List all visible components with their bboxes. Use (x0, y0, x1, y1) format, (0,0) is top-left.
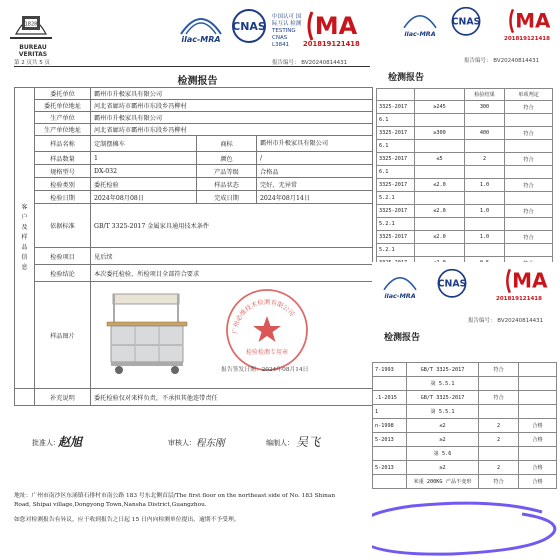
cnas-logo-icon (226, 8, 272, 48)
cell-verdict: 符合 (505, 179, 553, 192)
svg-text:MA: MA (512, 268, 548, 293)
done-date-label: 完成日期 (197, 191, 257, 204)
approver-signature: 赵旭 (58, 435, 83, 449)
grade-value: 合格品 (257, 165, 373, 178)
cell-b: GB/T 3325-2017 (407, 391, 479, 405)
photo-cell (91, 282, 373, 389)
cell-result (465, 140, 505, 153)
cell-verdict (505, 114, 553, 127)
svg-text:MA: MA (515, 9, 551, 33)
cell-req (415, 166, 465, 179)
cell-result: 400 (465, 127, 505, 140)
test-date-label: 检验日期 (35, 191, 91, 204)
page3-table (372, 362, 557, 489)
cell-b: ≥2 (407, 461, 479, 475)
reviewer-label: 审核人： (168, 439, 196, 447)
cell-b: 第 5.5.1 (407, 377, 479, 391)
report-page-2 (376, 0, 560, 265)
cma-logo-icon (504, 266, 554, 296)
cell-req (415, 192, 465, 205)
test-date-value: 2024年08月08日 (91, 191, 197, 204)
issue-date: 报告签发日期：2024年08月14日 (221, 367, 309, 373)
cell-a: 5-2013 (373, 461, 407, 475)
cell-d (519, 377, 557, 391)
sample-name-label: 样品名称 (35, 136, 91, 152)
cell-req (415, 218, 465, 231)
cell-verdict: 符合 (505, 127, 553, 140)
cell-a: n-1998 (373, 419, 407, 433)
cell-verdict: 符合 (505, 153, 553, 166)
cell-d (519, 405, 557, 419)
sample-name-value: 定制摆摊车 (91, 136, 197, 152)
cell-a: 7-1993 (373, 363, 407, 377)
maker-address-value: 河北省廊坊市霸州市东段乡冯柳村 (91, 124, 373, 136)
cell-result: 1.0 (465, 179, 505, 192)
table-row (377, 218, 553, 231)
cell-clause: 3325-2017 (377, 179, 415, 192)
cell-a: 5-2013 (373, 433, 407, 447)
cell-c: 2 (479, 461, 519, 475)
cma-number: 201819121418 (303, 40, 360, 48)
svg-text:CNAS: CNAS (451, 16, 481, 28)
cell-d: 合格 (519, 419, 557, 433)
page3-title: 检测报告 (383, 333, 420, 343)
svg-text:CNAS: CNAS (437, 278, 467, 290)
maker-value: 霸州市升极家具有限公司 (91, 112, 373, 124)
brand-value: 霸州市升极家具有限公司 (257, 136, 373, 152)
cell-a: 1 (373, 405, 407, 419)
cell-a: .1-2015 (373, 391, 407, 405)
cell-clause: 3325-2017 (377, 101, 415, 114)
editor-label: 编制人： (266, 439, 294, 447)
cell-c: 符合 (479, 391, 519, 405)
cnas-logo-icon (446, 6, 486, 40)
cell-clause: 6.1 (377, 166, 415, 179)
cell-b: ≥2 (407, 433, 479, 447)
cell-c: 符合 (479, 475, 519, 489)
table-row (377, 140, 553, 153)
table-row (373, 391, 557, 405)
cell-clause: 3325-2017 (377, 127, 415, 140)
cell-clause: 5.2.1 (377, 218, 415, 231)
cell-result: 1.0 (465, 231, 505, 244)
page-number: 第 2 页共 5 页 (14, 60, 50, 66)
conclusion-value: 本次委托检验，所检项目全部符合要求 (91, 265, 373, 282)
footer-address: 地址：广州市南沙区东涌镇石排村市南公路 183 号东北侧首层/The first floor on the northeast side of No. 183 Shinan (14, 493, 336, 499)
sample-qty-value: 1 (91, 152, 197, 165)
cell-c: 符合 (479, 363, 519, 377)
cell-c: 2 (479, 419, 519, 433)
cell-result (465, 244, 505, 257)
bureau-veritas-name: BUREAU VERITAS (18, 44, 48, 58)
table-row (377, 244, 553, 257)
cell-d: 合格 (519, 475, 557, 489)
svg-text:ilac-MRA: ilac-MRA (384, 291, 416, 300)
cell-b: GB/T 3325-2017 (407, 363, 479, 377)
cell-b: 米重 200KG 产品不变形 (407, 475, 479, 489)
editor-signature: 吴飞 (296, 435, 321, 449)
cell-verdict (505, 192, 553, 205)
cell-verdict: 符合 (505, 231, 553, 244)
reviewer-signature: 程东刚 (196, 438, 225, 449)
table-row (377, 101, 553, 114)
approver-label: 批准人： (32, 439, 60, 447)
table-row (373, 377, 557, 391)
report-number: 报告编号： BV20240814431 (272, 60, 348, 66)
cell-c (479, 377, 519, 391)
client-value: 霸州市升极家具有限公司 (91, 88, 373, 100)
table-row (377, 192, 553, 205)
svg-text:广州必维技术检测有限公司: 广州必维技术检测有限公司 (231, 298, 296, 335)
cell-req: ≥300 (415, 127, 465, 140)
table-row (377, 179, 553, 192)
cma-number: 201819121418 (504, 36, 550, 42)
client-label: 委托单位 (35, 88, 91, 100)
items-label: 检验项目 (35, 248, 91, 265)
maker-label: 生产单位 (35, 112, 91, 124)
cell-result (465, 192, 505, 205)
brand-label: 商标 (197, 136, 257, 152)
cell-result: 300 (465, 101, 505, 114)
cell-clause: 3325-2017 (377, 231, 415, 244)
report-number: 报告编号： BV20240814431 (468, 318, 544, 324)
cell-req: ≤5 (415, 153, 465, 166)
note-label: 补充说明 (35, 389, 91, 406)
cell-a (373, 377, 407, 391)
cell-d (519, 447, 557, 461)
cell-d (519, 391, 557, 405)
cell-result (465, 114, 505, 127)
cell-result (465, 166, 505, 179)
report-table (14, 87, 373, 406)
cnas-logo-icon (432, 268, 472, 302)
table-row (373, 363, 557, 377)
cnas-caption: 中国认可 国际互认 检测 TESTING CNAS L3841 (272, 14, 302, 48)
cma-logo-icon (508, 6, 556, 36)
cell-result: 2 (465, 153, 505, 166)
svg-text:ilac-MRA: ilac-MRA (404, 29, 436, 38)
cell-d: 合格 (519, 461, 557, 475)
cma-number: 201819121418 (496, 296, 542, 302)
cell-clause: 5.2.1 (377, 192, 415, 205)
result-header: 检验结果 (465, 89, 505, 101)
page2-title: 检测报告 (387, 73, 424, 83)
sample-qty-label: 样品数量 (35, 152, 91, 165)
cell-clause: 3325-2017 (377, 205, 415, 218)
page2-table (376, 88, 553, 265)
table-row (377, 127, 553, 140)
cell-verdict (505, 140, 553, 153)
maker-address-label: 生产单位地址 (35, 124, 91, 136)
test-type-value: 委托检验 (91, 178, 197, 191)
spec-value: DX-032 (91, 165, 197, 178)
cell-req (415, 140, 465, 153)
cell-verdict: 符合 (505, 205, 553, 218)
done-date-value: 2024年08月14日 (257, 191, 373, 204)
cell-clause: 6.1 (377, 140, 415, 153)
cell-d (519, 363, 557, 377)
table-row (373, 405, 557, 419)
cell-result: 1.0 (465, 205, 505, 218)
cell-result (465, 218, 505, 231)
cell-b: ≤2 (407, 419, 479, 433)
pen-circle-annotation (372, 494, 560, 560)
table-row (373, 447, 557, 461)
table-row (377, 153, 553, 166)
ilac-mra-logo-icon (400, 6, 440, 40)
grade-label: 产品等级 (197, 165, 257, 178)
conclusion-label: 检验结论 (35, 265, 91, 282)
sample-state-label: 样品状态 (197, 178, 257, 191)
basis-label: 依据标准 (35, 204, 91, 248)
footer-address-en: Road, Shipai village,Dongyong Town,Nansha District,Guangzhou. (14, 502, 207, 508)
footer-notice: 如您对检测报告有异议，应于收到报告之日起 15 日内向检测单位提出，逾期不予受理。 (14, 517, 240, 523)
cell-clause: 3325-2017 (377, 153, 415, 166)
cell-verdict (505, 218, 553, 231)
cell-c (479, 405, 519, 419)
spec-label: 规格型号 (35, 165, 91, 178)
report-page-3 (372, 262, 560, 560)
sample-state-value: 完好、无异常 (257, 178, 373, 191)
cell-c (479, 447, 519, 461)
cell-a (373, 475, 407, 489)
cell-clause: 5.2.1 (377, 244, 415, 257)
cell-a (373, 447, 407, 461)
cell-req: ≤2.0 (415, 205, 465, 218)
cell-d: 合格 (519, 433, 557, 447)
cell-c: 2 (479, 433, 519, 447)
table-row (373, 475, 557, 489)
cell-verdict (505, 244, 553, 257)
svg-text:1828: 1828 (24, 21, 38, 28)
ilac-mra-logo-icon (380, 268, 420, 302)
cell-b: 第 5.5.1 (407, 405, 479, 419)
cell-b: 第 5.6 (407, 447, 479, 461)
client-address-value: 河北省廊坊市霸州市东段乡冯柳村 (91, 100, 373, 112)
cell-req: ≤2.0 (415, 179, 465, 192)
verdict-header: 单项判定 (505, 89, 553, 101)
table-row (373, 433, 557, 447)
table-row (377, 166, 553, 179)
ilac-mra-logo-icon (176, 8, 226, 48)
items-value: 见后续 (91, 248, 373, 265)
report-number: 报告编号： BV20240814431 (464, 58, 540, 64)
color-value: / (257, 152, 373, 165)
photo-label: 样品图片 (35, 282, 91, 389)
cell-req: ≥245 (415, 101, 465, 114)
color-label: 颜色 (197, 152, 257, 165)
food-cart-image (105, 288, 191, 380)
cell-req (415, 244, 465, 257)
cell-req (415, 114, 465, 127)
svg-text:检验检测专用章: 检验检测专用章 (245, 349, 289, 356)
table-row (377, 205, 553, 218)
svg-text:CNAS: CNAS (232, 20, 266, 33)
report-title: 检测报告 (177, 76, 218, 87)
svg-text:MA: MA (314, 12, 358, 40)
table-row (377, 231, 553, 244)
test-type-label: 检验类别 (35, 178, 91, 191)
cell-clause: 6.1 (377, 114, 415, 127)
table-row (377, 114, 553, 127)
client-address-label: 委托单位地址 (35, 100, 91, 112)
header-divider (14, 66, 370, 67)
official-stamp-icon (223, 286, 311, 374)
side-label: 客户及样品信息 (15, 88, 35, 389)
cell-verdict: 符合 (505, 101, 553, 114)
svg-text:ilac-MRA: ilac-MRA (181, 35, 221, 44)
table-row (373, 419, 557, 433)
note-value: 委托检验仅对来样负责，不承担其他连带责任 (91, 389, 373, 406)
cell-req: ≤2.0 (415, 231, 465, 244)
cell-verdict (505, 166, 553, 179)
table-row (373, 461, 557, 475)
basis-value: GB/T 3325-2017 金属家具通用技术条件 (91, 204, 373, 248)
